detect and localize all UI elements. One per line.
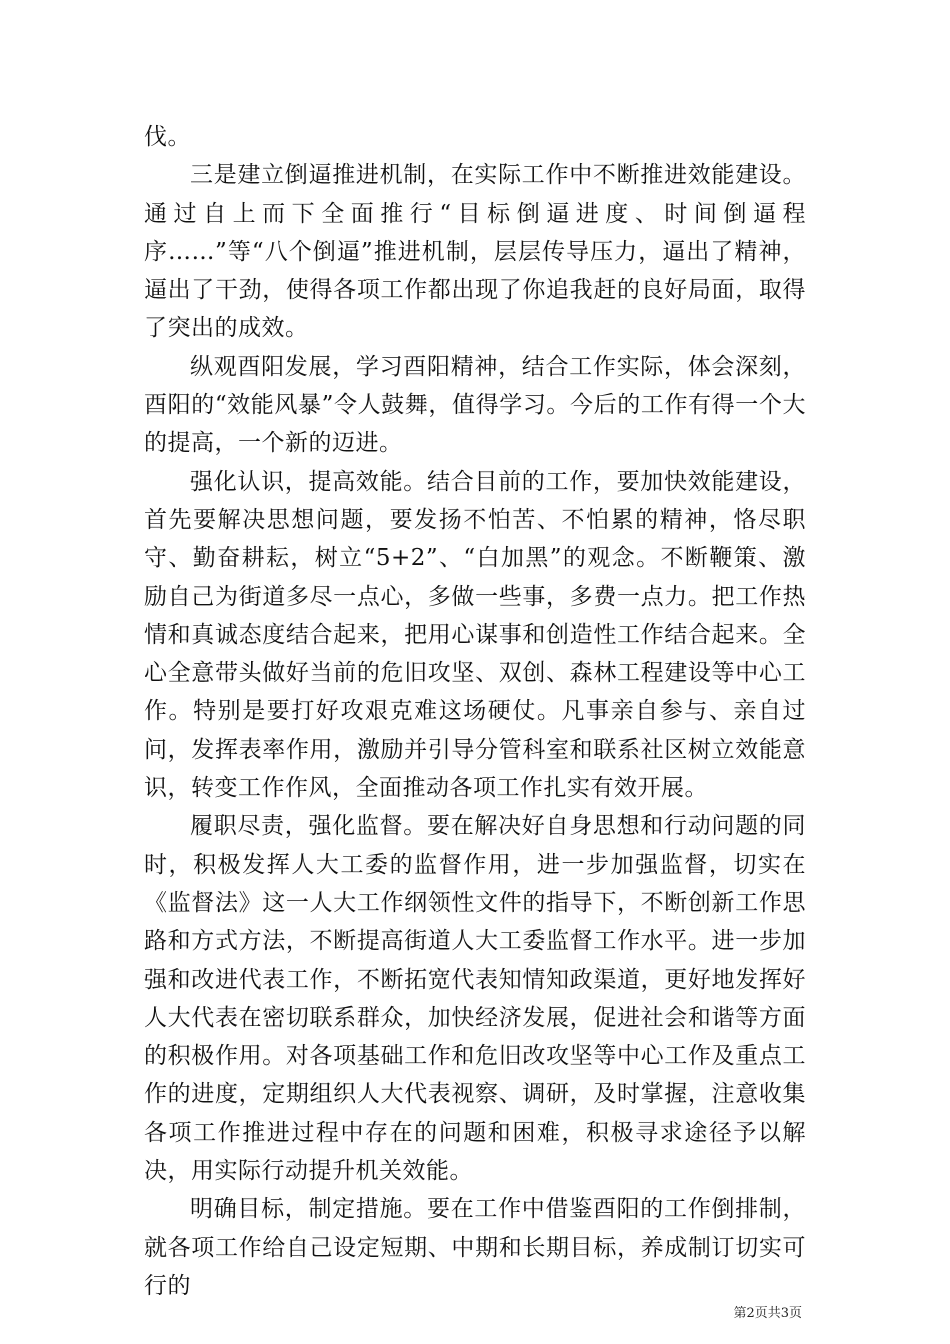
page-number-footer: 第2页共3页 bbox=[733, 1306, 802, 1321]
paragraph-youyang-overview: 纵观酉阳发展，学习酉阳精神，结合工作实际，体会深刻，酉阳的“效能风暴”令人鼓舞，值得学习。今后的工作有得一个大的提高，一个新的迈进。 bbox=[144, 353, 806, 457]
paragraph-supervision: 履职尽责，强化监督。要在解决好自身思想和行动问题的同时，积极发挥人大工委的监督作用，进一步加强监督，切实在《监督法》这一人大工作纲领性文件的指导下，不断创新工作思路和方式方法，不断提高街道人大工委监督工作水平。进一步加强和改进代表工作，不断拓宽代表知情知政渠道，更好地发挥好人大代表在密切联系群众，加快经济发展，促进社会和谐等方面的积极作用。对各项基础工作和危旧改攻坚等中心工作及重点工作的进度，定期组织人大代表视察、调研，及时掌握，注意收集各项工作推进过程中存在的问题和困难，积极寻求途径予以解决，用实际行动提升机关效能。 bbox=[144, 813, 806, 1185]
paragraph-strengthen-awareness: 强化认识，提高效能。结合目前的工作，要加快效能建设，首先要解决思想问题，要发扬不怕苦、不怕累的精神，恪尽职守、勤奋耕耘，树立“5+2”、“白加黑”的观念。不断鞭策、激励自己为街道多尽一点心，多做一些事，多费一点力。把工作热情和真诚态度结合起来，把用心谋事和创造性工作结合起来。全心全意带头做好当前的危旧攻坚、双创、森林工程建设等中心工作。特别是要打好攻艰克难这场硬仗。凡事亲自参与、亲自过问，发挥表率作用，激励并引导分管科室和联系社区树立效能意识，转变工作作风，全面推动各项工作扎实有效开展。 bbox=[144, 468, 806, 802]
paragraph-clear-goals: 明确目标，制定措施。要在工作中借鉴酉阳的工作倒排制，就各项工作给自己设定短期、中期和长期目标，养成制订切实可行的 bbox=[144, 1196, 806, 1299]
paragraph-reverse-mechanism: 三是建立倒逼推进机制，在实际工作中不断推进效能建设。通过自上而下全面推行“目标倒逼进度、时间倒逼程序……”等“八个倒逼”推进机制，层层传导压力，逼出了精神，逼出了干劲，使得各项工作都出现了你追我赶的良好局面，取得了突出的成效。 bbox=[144, 162, 806, 342]
document-body bbox=[144, 118, 806, 1305]
paragraph-continuation: 伐。 bbox=[144, 124, 191, 150]
